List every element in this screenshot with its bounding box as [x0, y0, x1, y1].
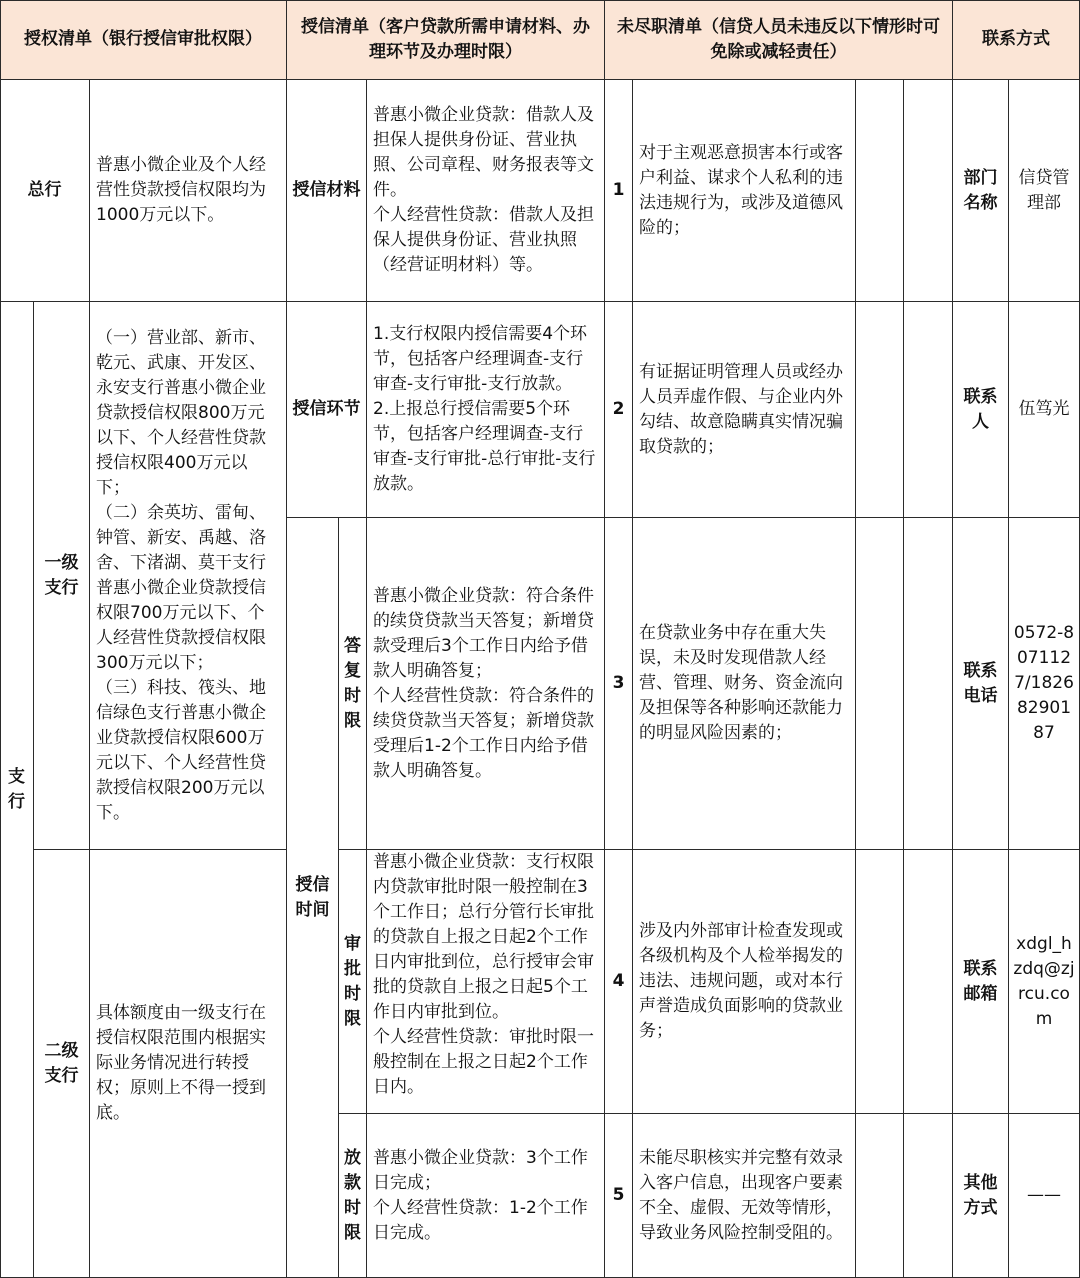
- exempt-no-1: 1: [605, 80, 633, 302]
- reply-time-label: 答复时限: [339, 518, 367, 850]
- exempt-no-4: 4: [605, 850, 633, 1114]
- header-auth: 授权清单（银行授信审批权限）: [0, 0, 287, 80]
- header-exempt: 未尽职清单（信贷人员未违反以下情形时可免除或减轻责任）: [605, 0, 953, 80]
- exempt-spacer-b: [904, 518, 953, 850]
- approve-time-label: 审批时限: [339, 850, 367, 1114]
- contact-label-phone: 联系电话: [953, 518, 1009, 850]
- release-time-label: 放款时限: [339, 1114, 367, 1278]
- exempt-text-4: 涉及内外部审计检查发现或各级机构及个人检举揭发的违法、违规问题，或对本行声誉造成负面影响的贷款业务；: [633, 850, 856, 1114]
- contact-value-phone: 0572-8071127/18268290187: [1009, 518, 1080, 850]
- exempt-no-2: 2: [605, 302, 633, 518]
- head-office-label: 总行: [0, 80, 90, 302]
- credit-time-label: 授信时间: [287, 518, 339, 1278]
- exempt-spacer-a: [856, 850, 904, 1114]
- exempt-spacer-a: [856, 302, 904, 518]
- tier1-branch-label: 一级支行: [34, 302, 90, 850]
- exempt-text-3: 在贷款业务中存在重大失误，未及时发现借款人经营、管理、财务、资金流向及担保等各种影响还款能力的明显风险因素的；: [633, 518, 856, 850]
- exempt-spacer-b: [904, 850, 953, 1114]
- contact-value-dept: 信贷管理部: [1009, 80, 1080, 302]
- reply-time-text: 普惠小微企业贷款：符合条件的续贷贷款当天答复；新增贷款受理后3个工作日内给予借款人明确答复； 个人经营性贷款：符合条件的续贷贷款当天答复；新增贷款受理后1-2个工作日内给予借款人明确答复。: [367, 518, 605, 850]
- credit-materials-text: 普惠小微企业贷款：借款人及担保人提供身份证、营业执照、公司章程、财务报表等文件。 个人经营性贷款：借款人及担保人提供身份证、营业执照（经营证明材料）等。: [367, 80, 605, 302]
- exempt-text-1: 对于主观恶意损害本行或客户利益、谋求个人私利的违法违规行为，或涉及道德风险的；: [633, 80, 856, 302]
- exempt-spacer-a: [856, 80, 904, 302]
- branch-label: 支行: [0, 302, 34, 1278]
- contact-value-email: xdgl_hzdq@zjrcu.com: [1009, 850, 1080, 1114]
- credit-steps-label: 授信环节: [287, 302, 367, 518]
- credit-materials-label: 授信材料: [287, 80, 367, 302]
- contact-label-person: 联系人: [953, 302, 1009, 518]
- approve-time-text: 普惠小微企业贷款：支行权限内贷款审批时限一般控制在3个工作日；总行分管行长审批的贷款自上报之日起2个工作日内审批到位，总行授审会审批的贷款自上报之日起5个工作日内审批到位。 个人经营性贷款：审批时限一般控制在上报之日起2个工作日内。: [367, 850, 605, 1114]
- exempt-spacer-a: [856, 1114, 904, 1278]
- exempt-text-5: 未能尽职核实并完整有效录入客户信息，出现客户要素不全、虚假、无效等情形，导致业务风险控制受阻的。: [633, 1114, 856, 1278]
- release-time-text: 普惠小微企业贷款：3个工作日完成； 个人经营性贷款：1-2个工作日完成。: [367, 1114, 605, 1278]
- contact-label-email: 联系邮箱: [953, 850, 1009, 1114]
- exempt-no-5: 5: [605, 1114, 633, 1278]
- exempt-spacer-b: [904, 80, 953, 302]
- exempt-text-2: 有证据证明管理人员或经办人员弄虚作假、与企业内外勾结、故意隐瞒真实情况骗取贷款的；: [633, 302, 856, 518]
- tier2-branch-label: 二级支行: [34, 850, 90, 1278]
- exempt-no-3: 3: [605, 518, 633, 850]
- tier1-branch-limit: （一）营业部、新市、乾元、武康、开发区、永安支行普惠小微企业贷款授信权限800万元以下、个人经营性贷款授信权限400万元以下； （二）余英坊、雷甸、钟管、新安、禹越、洛舍、下渚湖、莫干支行普惠小微企业贷款授信权限700万元以下、个人经营性贷款授信权限300万元以下； （三）科技、筏头、地信绿色支行普惠小微企业贷款授信权限600万元以下、个人经营性贷款授信权限200万元以下。: [90, 302, 287, 850]
- exempt-spacer-b: [904, 1114, 953, 1278]
- head-office-limit: 普惠小微企业及个人经营性贷款授信权限均为1000万元以下。: [90, 80, 287, 302]
- tier2-branch-limit: 具体额度由一级支行在授信权限范围内根据实际业务情况进行转授权；原则上不得一授到底。: [90, 850, 287, 1278]
- exempt-spacer-a: [856, 518, 904, 850]
- contact-value-person: 伍笃光: [1009, 302, 1080, 518]
- contact-value-other: ——: [1009, 1114, 1080, 1278]
- contact-label-other: 其他方式: [953, 1114, 1009, 1278]
- contact-label-dept: 部门名称: [953, 80, 1009, 302]
- header-contact: 联系方式: [953, 0, 1080, 80]
- credit-steps-text: 1.支行权限内授信需要4个环节，包括客户经理调查-支行审查-支行审批-支行放款。 2.上报总行授信需要5个环节，包括客户经理调查-支行审查-支行审批-总行审批-支行放款。: [367, 302, 605, 518]
- exempt-spacer-b: [904, 302, 953, 518]
- header-credit: 授信清单（客户贷款所需申请材料、办理环节及办理时限）: [287, 0, 605, 80]
